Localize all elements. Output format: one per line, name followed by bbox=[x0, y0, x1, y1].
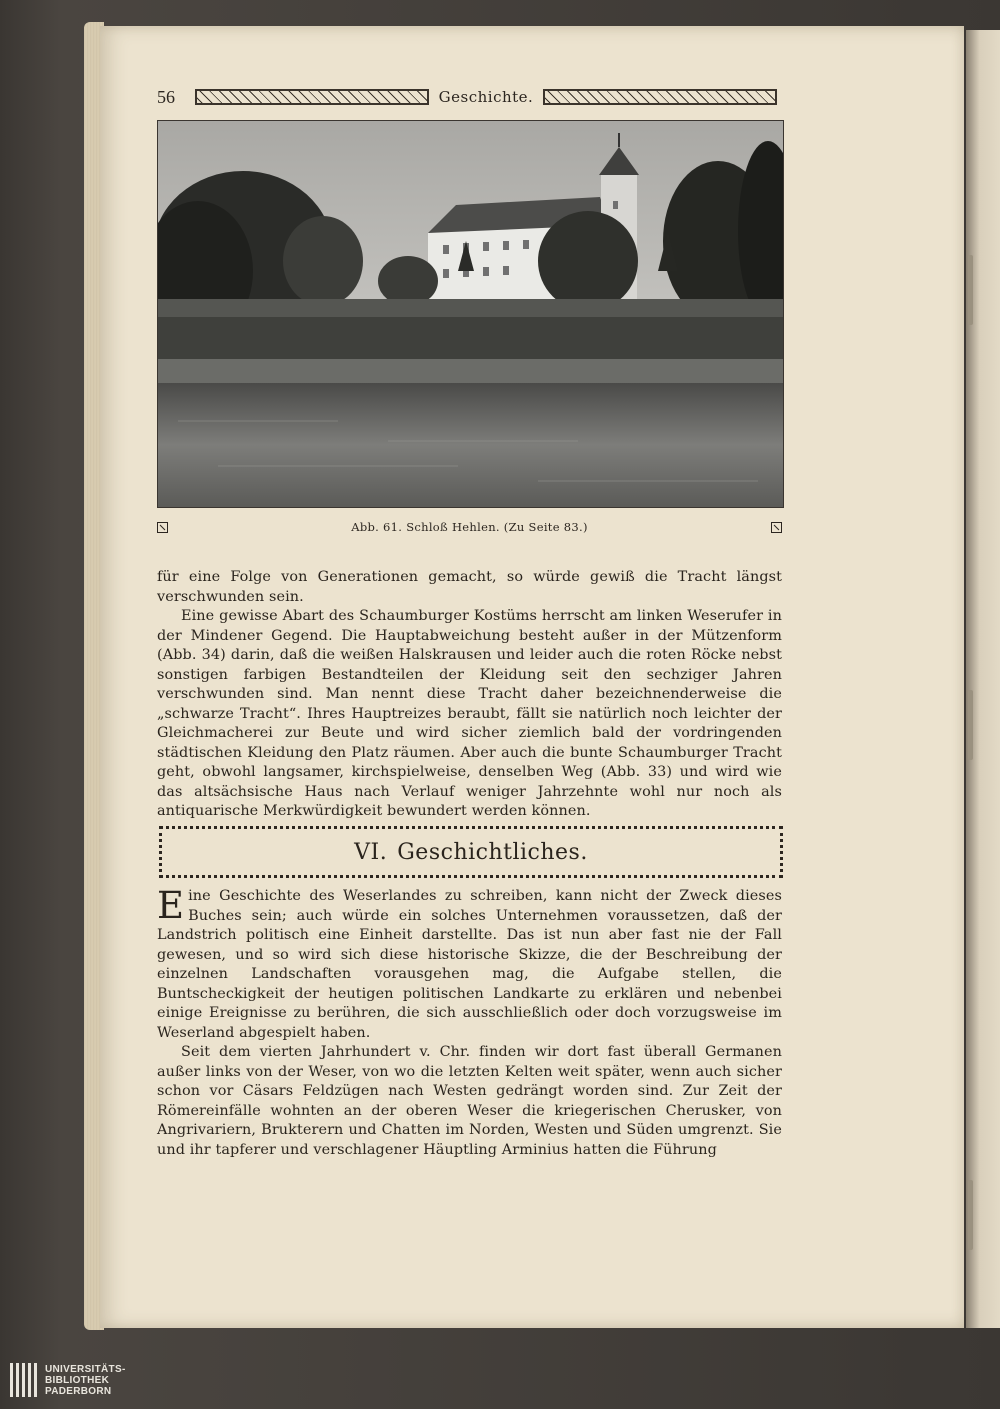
header-ornament-left bbox=[195, 89, 429, 105]
header-ornament-right bbox=[543, 89, 777, 105]
section-heading-box bbox=[159, 826, 783, 878]
figure-caption-row bbox=[157, 518, 782, 536]
paragraph-text: ine Geschichte des Weserlandes zu schreiben, kann nicht der Zweck dieses Buches sein; auch würde ein solches Unternehmen voraussetzen, daß der Landstrich politisch eine Einheit darstellte. Das ist nun aber fast nie der Fall gewesen, und so wird sich diese historische Skizze, die der Beschreibung der einzelnen Landschaften vorausgehen mag, die Aufgabe stellen, die Buntscheckigkeit der heutigen politischen Landkarte zu erklären und nebenbei einige Ereignisse zu berühren, die sich ausschließlich oder doch vorzugsweise im Weserland abgespielt haben. bbox=[157, 888, 782, 1041]
library-logo bbox=[10, 1360, 126, 1400]
paragraph: Eine gewisse Abart des Schaumburger Kostüms herrscht am linken Weserufer in der Mindener Gegend. Die Hauptabweichung besteht außer in der Mützenform (Abb. 34) darin, daß die weißen Halskrausen und leider auch die roten Röcke nebst sonstigen farbigen Bestandteilen der Kleidung seit den sechziger Jahren verschwunden sind. Man nennt diese Tracht daher bezeichnenderweise die „schwarze Tracht“. Ihres Hauptreizes beraubt, fällt sie natürlich noch leichter der Gleichmacherei zur Beute und wird sicher ziemlich bald der vordringenden städtischen Kleidung den Platz räumen. Aber auch die bunte Schaumburger Tracht geht, obwohl langsamer, kirchspielweise, denselben Weg (Abb. 33) und wird wie das altsächsische Haus nach Verlauf weniger Jahrzehnte wohl nur noch als antiquarische Merkwürdigkeit bewundert werden können. bbox=[157, 608, 782, 819]
facing-page-edge bbox=[966, 30, 1000, 1328]
figure-caption: Abb. 61. Schloß Hehlen. (Zu Seite 83.) bbox=[351, 520, 588, 534]
paragraph: für eine Folge von Generationen gemacht, so würde gewiß die Tracht längst verschwunden sein. bbox=[157, 569, 782, 605]
body-text-lower bbox=[157, 884, 782, 1160]
logo-line: BIBLIOTHEK bbox=[45, 1374, 110, 1386]
paragraph bbox=[157, 884, 782, 1043]
page-tab-marker bbox=[968, 690, 973, 760]
library-logo-text bbox=[45, 1364, 126, 1397]
photo-illustration bbox=[158, 121, 783, 507]
castle-photograph bbox=[157, 120, 784, 508]
logo-line: UNIVERSITÄTS- bbox=[45, 1363, 126, 1375]
page-tab-marker bbox=[968, 1180, 973, 1250]
section-number: VI. bbox=[354, 839, 388, 865]
page-tab-marker bbox=[968, 255, 973, 325]
drop-cap: E bbox=[157, 884, 185, 927]
caption-box-ornament-icon bbox=[157, 522, 168, 533]
section-title: Geschichtliches. bbox=[397, 839, 588, 865]
library-logo-bars-icon bbox=[10, 1363, 37, 1397]
page-header bbox=[157, 86, 783, 108]
paragraph: Seit dem vierten Jahrhundert v. Chr. finden wir dort fast überall Germanen außer links von der Weser, von wo die letzten Kelten weit später, wenn auch sicher schon vor Cäsars Feldzügen nach Westen gedrängt worden sind. Zur Zeit der Römereinfälle wohnten an der oberen Weser die kriegerischen Cherusker, von Angrivariern, Brukterern und Chatten im Norden, Westen und Süden umgrenzt. Sie und ihr tapferer und verschlagener Häuptling Arminius hatten die Führung bbox=[157, 1044, 782, 1158]
logo-line: PADERBORN bbox=[45, 1385, 112, 1397]
body-text-upper bbox=[157, 568, 782, 822]
page-number: 56 bbox=[157, 86, 175, 107]
caption-box-ornament-icon bbox=[771, 522, 782, 533]
running-head: Geschichte. bbox=[438, 88, 534, 106]
